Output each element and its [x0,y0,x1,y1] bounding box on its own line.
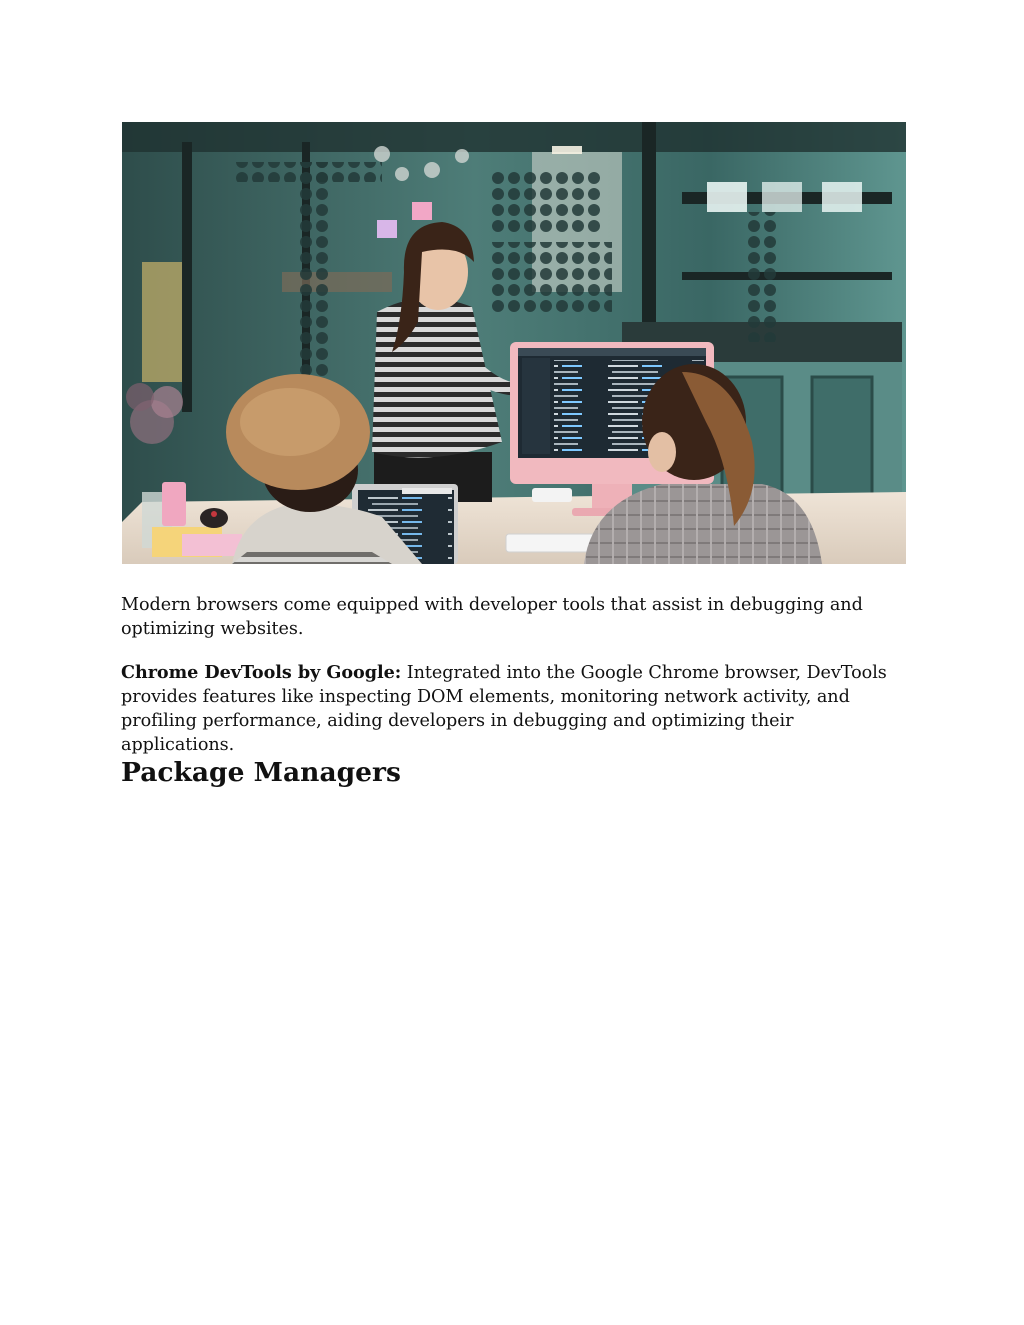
devtools-paragraph [121,661,911,757]
intro-text: Modern browsers come equipped with developer tools that assist in debugging and optimizing websites. [121,595,863,639]
office-photo [122,122,906,564]
office-photo-illustration [122,122,906,564]
devtools-description: Integrated into the Google Chrome browser, DevTools provides features like inspecting DOM elements, monitoring network activity, and profiling performance, aiding developers in debugging and optimizing their applications. [121,663,887,755]
devtools-label: Chrome DevTools by Google: [121,662,402,683]
intro-paragraph [121,593,911,641]
section-heading: Package Managers [121,757,401,788]
